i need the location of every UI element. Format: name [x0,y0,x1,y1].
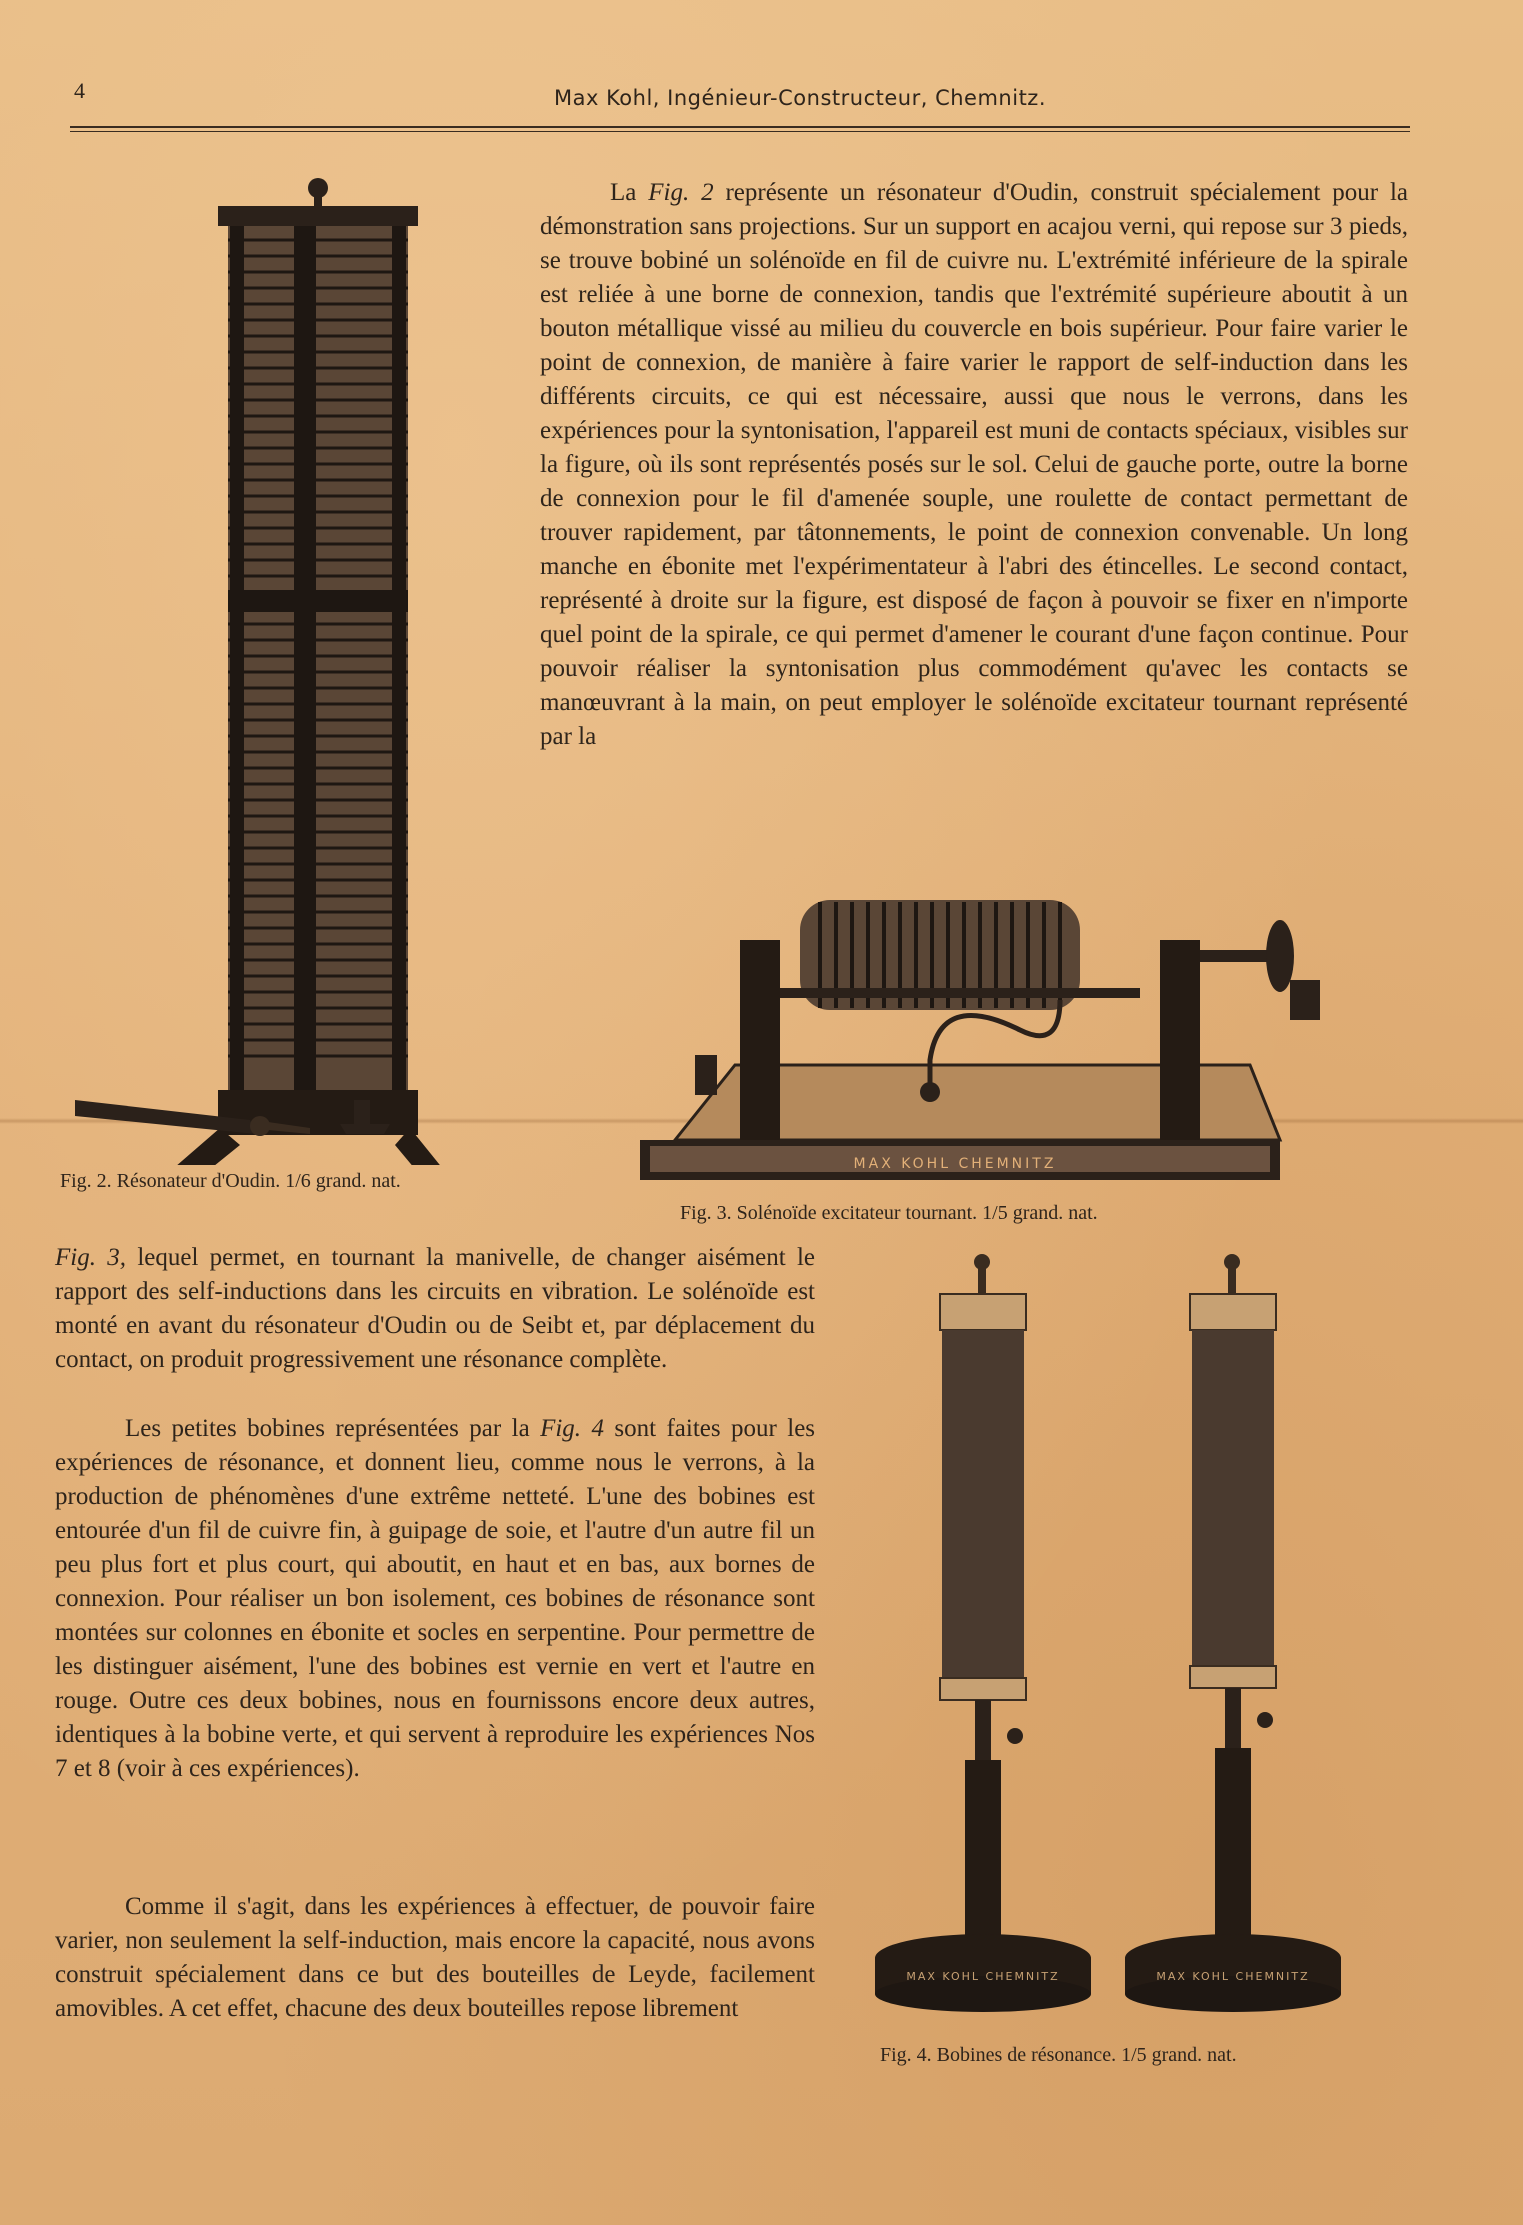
maker-mark-left: MAX KOHL CHEMNITZ [906,1970,1060,1983]
resonance-coils-illustration [860,1250,1360,2030]
fig-reference: Fig. 2 [648,179,714,206]
oudin-resonator-illustration [60,170,530,1165]
maker-mark: MAX KOHL CHEMNITZ [853,1156,1057,1172]
paragraph-fig2-description: La Fig. 2 représente un résonateur d'Oudin, construit spécialement pour la démonstration sans projections. Sur un support en acajou verni, qui repose sur 3 pieds, se trouve bobiné un solénoïde en fil de cuivre nu. L'extrémité inférieure de la spirale est reliée à une borne de connexion, tandis que l'extrémité supérieure aboutit à un bouton métallique vissé au milieu du couvercle en bois supérieur. Pour faire varier le point de connexion, de manière à faire varier le rapport de self-induction dans les différents circuits, ce qui est nécessaire, aussi que nous le verrons, dans les expériences pour la syntonisation, l'appareil est muni de contacts spéciaux, visibles sur la figure, où ils sont représentés posés sur le sol. Celui de gauche porte, outre la borne de connexion pour le fil d'amenée souple, une roulette de contact permettant de trouver rapidement, par tâtonnements, le point de connexion convenable. Un long manche en ébonite met l'expérimentateur à l'abri des étincelles. Le second contact, représenté à droite sur la figure, est disposé de façon à pouvoir se fixer en n'importe quel point de la spirale, ce qui permet d'amener le courant d'une façon continue. Pour pouvoir réaliser la syntonisation plus commodément qu'avec les contacts se manœuvrant à la main, on peut employer le solénoïde excitateur tournant représenté par la [540,179,1408,750]
figure-4-caption: Fig. 4. Bobines de résonance. 1/5 grand. nat. [880,2044,1237,2066]
figure-3-caption: Fig. 3. Solénoïde excitateur tournant. 1/5 grand. nat. [680,1202,1098,1224]
contacts-illustration [70,1080,400,1160]
maker-mark-right: MAX KOHL CHEMNITZ [1156,1970,1310,1983]
header-rule-thin [70,131,1410,132]
figure-4-resonance-coils [860,1250,1360,2030]
running-title: Max Kohl, Ingénieur-Constructeur, Chemnitz. [553,86,1046,110]
figure-3-rotating-solenoid [640,880,1360,1200]
fig-reference: Fig. 4 [540,1415,604,1442]
rotating-solenoid-illustration [640,880,1360,1200]
page-header [70,78,1410,118]
figure-2-contacts [70,1080,400,1160]
paragraph-fig3-description: Fig. 3, lequel permet, en tournant la manivelle, de changer aisément le rapport des self-inductions dans les circuits en vibration. Le solénoïde est monté en avant du résonateur d'Oudin ou de Seibt et, par déplacement du contact, on produit progressivement une résonance complète. [55,1244,816,1373]
paragraph-leyden-jars: Comme il s'agit, dans les expériences à effectuer, de pouvoir faire varier, non seulement la self-induction, mais encore la capacité, nous avons construit spécialement dans ce but des bouteilles de Leyde, facilement amovibles. A cet effet, chacune des deux bouteilles repose librement [55,1893,815,2022]
figure-2-caption: Fig. 2. Résonateur d'Oudin. 1/6 grand. nat. [60,1170,401,1192]
fig-reference: Fig. 3, [55,1244,127,1271]
figure-2-oudin-resonator [60,170,530,1165]
page-number: 4 [74,78,85,103]
header-rule [70,126,1410,128]
paragraph-fig4-description: Les petites bobines représentées par la Fig. 4 sont faites pour les expériences de résonance, et donnent lieu, comme nous le verrons, à la production de phénomènes d'une extrême netteté. L'une des bobines est entourée d'un fil de cuivre fin, à guipage de soie, et l'autre d'un autre fil un peu plus fort et plus court, qui aboutit, en haut et en bas, aux bornes de connexion. Pour réaliser un bon isolement, ces bobines de résonance sont montées sur colonnes en ébonite et socles en serpentine. Pour permettre de les distinguer aisément, l'une des bobines est vernie en vert et l'autre en rouge. Outre ces deux bobines, nous en fournissons encore deux autres, identiques à la bobine verte, et qui servent à reproduire les expériences Nos 7 et 8 (voir à ces expériences). [55,1415,816,1782]
